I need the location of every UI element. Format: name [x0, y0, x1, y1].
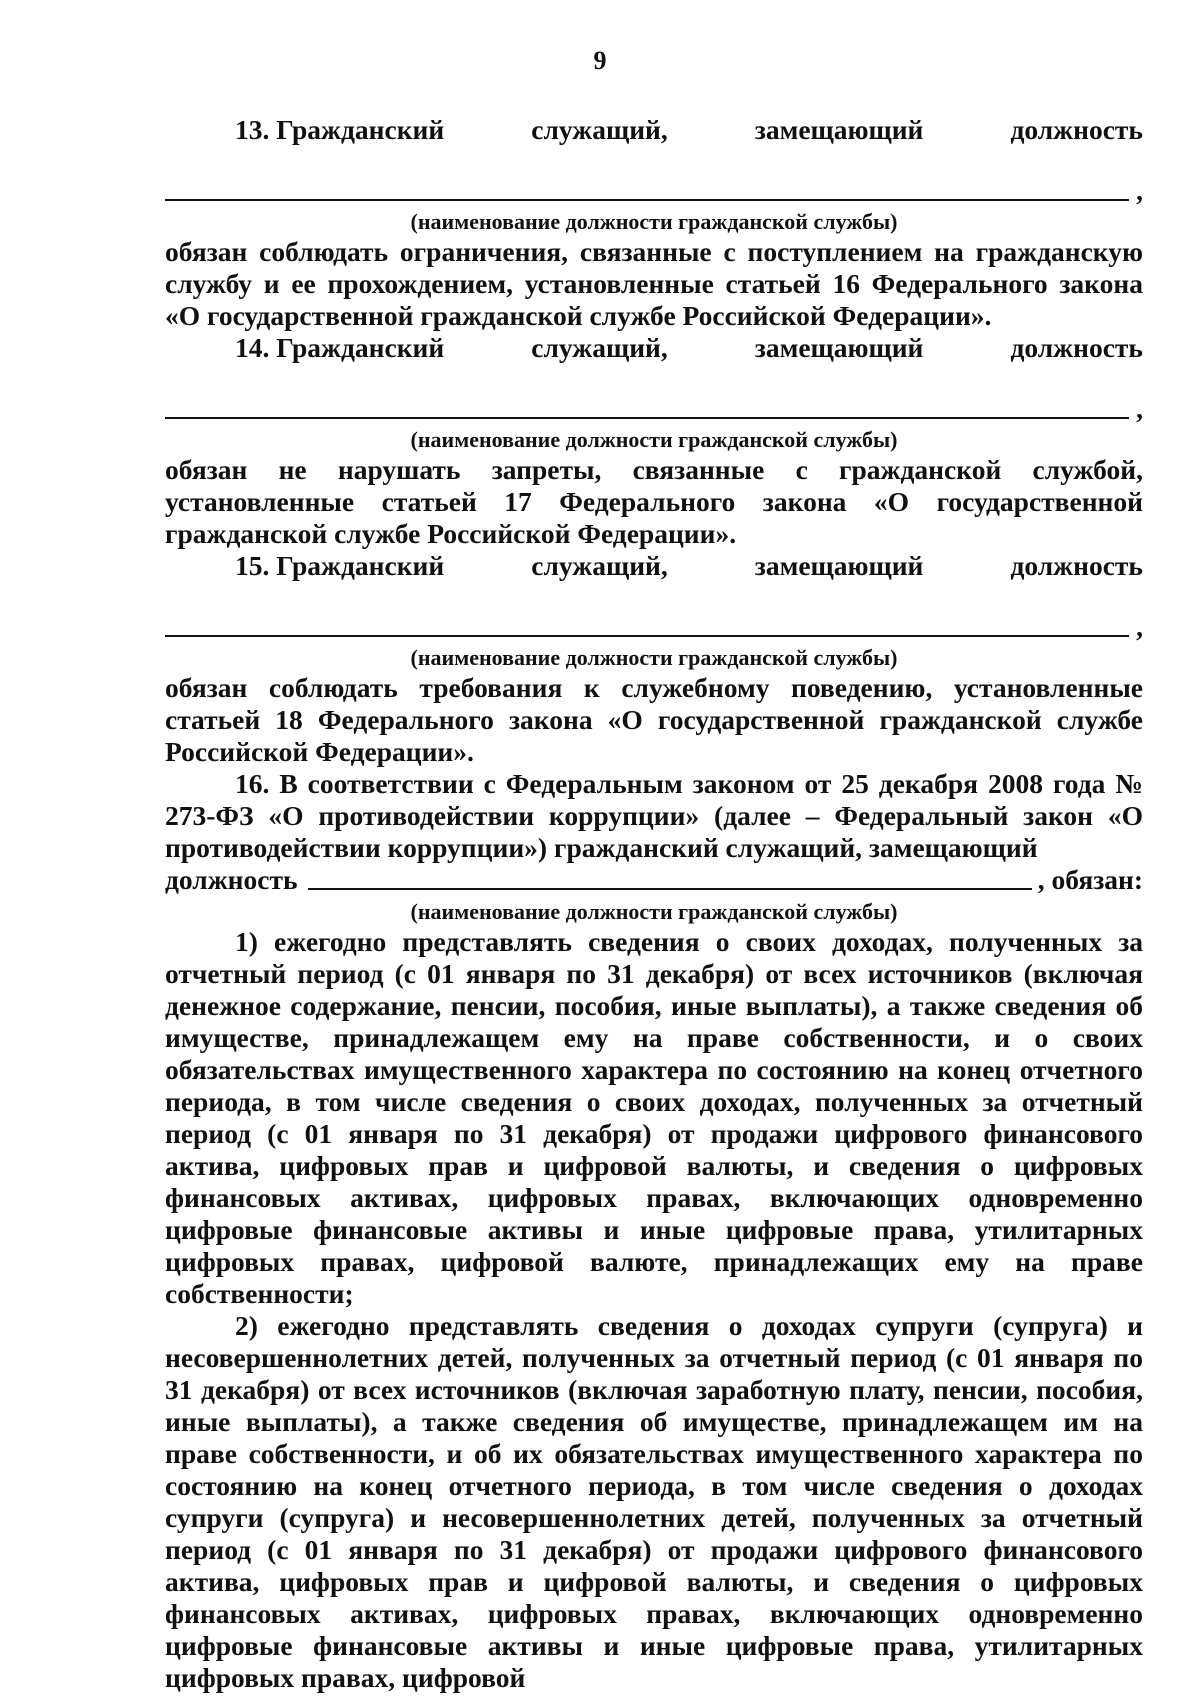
position-fill-line: , [165, 582, 1143, 642]
position-fill-line: должность , обязан: [165, 864, 1143, 895]
fill-caption: (наименование должности гражданской службы) [410, 427, 898, 452]
item-16 [165, 768, 1143, 1694]
item-heading: 15. Гражданский служащий, замещающий должность [235, 550, 1143, 581]
item-heading: 13. Гражданский служащий, замещающий должность [235, 114, 1143, 145]
position-fill-line: , [165, 364, 1143, 424]
item-text: обязан соблюдать требования к служебному поведению, установленные статьей 18 Федерального закона «О государственной гражданской службе Российской Федерации». [165, 672, 1143, 767]
subitem-2: 2) ежегодно представлять сведения о доходах супруги (супруга) и несовершеннолетних детей, полученных за отчетный период (с 01 января по 31 декабря) от всех источников (включая заработную плату, пенсии, пособия, иные выплаты), а также сведения об имуществе, принадлежащем им на праве собственности, и об их обязательствах имущественного характера по состоянию на конец отчетного периода, в том числе сведения о доходах супруги (супруга) и несовершеннолетних детей, полученных за отчетный период (с 01 января по 31 декабря) от продажи цифрового финансового актива, цифровых прав и цифровой валюты, и сведения о цифровых финансовых активах, цифровых правах, включающих одновременно цифровые финансовые активы и иные цифровые права, утилитарных цифровых правах, цифровой [165, 1310, 1143, 1693]
item-14 [165, 332, 1143, 550]
item-15 [165, 550, 1143, 768]
position-fill-line: , [165, 146, 1143, 206]
fill-caption: (наименование должности гражданской службы) [410, 645, 898, 670]
item-text: обязан соблюдать ограничения, связанные с поступлением на гражданскую службу и ее прохождением, установленные статьей 16 Федерального закона «О государственной гражданской службе Российской Федерации». [165, 236, 1143, 331]
item-13 [165, 114, 1143, 332]
item-16-intro: 16. В соответствии с Федеральным законом от 25 декабря 2008 года № 273-ФЗ «О противодействии коррупции» (далее – Федеральный закон «О противодействии коррупции») гражданский служащий, замещающий [165, 768, 1143, 863]
page-number: 9 [593, 46, 607, 75]
item-heading: 14. Гражданский служащий, замещающий должность [235, 332, 1143, 363]
item-text: обязан не нарушать запреты, связанные с гражданской службой, установленные статьей 17 Федерального закона «О государственной гражданской службе Российской Федерации». [165, 454, 1143, 549]
fill-caption: (наименование должности гражданской службы) [410, 209, 898, 234]
document-body [165, 114, 1143, 1694]
subitem-1: 1) ежегодно представлять сведения о своих доходах, полученных за отчетный период (с 01 января по 31 декабря) от всех источников (включая денежное содержание, пенсии, пособия, иные выплаты), а также сведения об имуществе, принадлежащем ему на праве собственности, и о своих обязательствах имущественного характера по состоянию на конец отчетного периода, в том числе сведения о своих доходах, полученных за отчетный период (с 01 января по 31 декабря) от продажи цифрового финансового актива, цифровых прав и цифровой валюты, и сведения о цифровых финансовых активах, цифровых правах, включающих одновременно цифровые финансовые активы и иные цифровые права, утилитарных цифровых правах, цифровой валюте, принадлежащих ему на праве собственности; [165, 926, 1143, 1309]
fill-caption: (наименование должности гражданской службы) [410, 899, 898, 924]
